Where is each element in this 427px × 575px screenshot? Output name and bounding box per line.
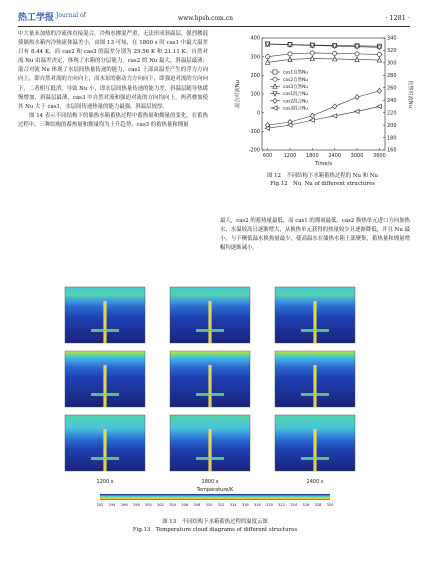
tank-panel: [65, 287, 145, 343]
y-right-tick-label: 200: [387, 122, 397, 129]
heat-exchanger-unit: [91, 393, 119, 396]
heat-exchanger-unit: [196, 329, 224, 332]
tank-panel: [170, 415, 250, 471]
y-right-tick-label: 180: [387, 135, 397, 142]
data-point: [310, 51, 314, 55]
legend-marker: [273, 77, 277, 81]
legend-label: cas1混合Nu: [283, 92, 309, 98]
heat-exchanger-tube: [103, 301, 106, 343]
heat-exchanger-tube: [103, 429, 106, 471]
y-left-tick-label: 200: [250, 73, 260, 80]
colorbar-tick-label: 300: [144, 503, 152, 507]
colorbar-tick-label: 320: [266, 503, 273, 507]
data-point: [355, 109, 360, 113]
y-right-tick-label: 240: [387, 97, 397, 104]
colorbar-tick-label: 326: [302, 503, 310, 507]
page-header: [18, 10, 410, 27]
tank-panel: [170, 351, 250, 407]
heat-exchanger-tube: [313, 365, 316, 407]
tank-panel: [275, 287, 355, 343]
y-right-tick-label: 280: [387, 73, 397, 80]
y-left-tick-label: 0: [256, 110, 260, 117]
data-point: [377, 52, 381, 56]
panel-time-label: 2400 s: [306, 479, 324, 485]
data-point: [332, 114, 337, 118]
heat-exchanger-unit: [301, 329, 329, 332]
fig12-line-chart: [230, 32, 415, 170]
legend-label: cas2混合Nu: [283, 99, 309, 105]
series-3: [265, 56, 381, 64]
heat-exchanger-unit: [301, 457, 329, 460]
series-line: [268, 59, 380, 63]
series-2: [265, 51, 381, 59]
legend-marker: [273, 98, 277, 103]
x-tick-label: 1800: [305, 153, 319, 159]
heat-exchanger-unit: [91, 457, 119, 460]
tank-panel: [275, 415, 355, 471]
colorbar-tick-label: 308: [193, 503, 201, 507]
y-left-axis-label: 混合对流Nu: [235, 80, 241, 108]
x-tick-label: 600: [262, 153, 273, 159]
heat-exchanger-unit: [196, 457, 224, 460]
data-point: [288, 52, 292, 56]
legend-label: cas1自然Nu: [283, 70, 309, 76]
journal-logo: 热工学报: [18, 13, 55, 23]
colorbar-tick-label: 304: [169, 503, 177, 507]
heat-exchanger-tube: [208, 301, 211, 343]
colorbar-tick-label: 310: [205, 503, 213, 507]
panel-time-label: 1200 s: [96, 479, 114, 485]
data-point: [265, 55, 269, 59]
page-number: · 1281 ·: [385, 14, 410, 22]
data-point: [333, 51, 337, 55]
data-point: [310, 118, 315, 122]
y-left-tick-label: -200: [248, 147, 260, 154]
legend-label: cas3混合Nu: [283, 106, 309, 112]
colorbar-tick-label: 306: [181, 503, 189, 507]
fig13-temperature-cloud: [40, 283, 390, 515]
colorbar-tick-label: 322: [278, 503, 286, 507]
y-right-tick-label: 160: [387, 147, 397, 154]
legend-marker: [273, 106, 278, 110]
x-tick-label: 1200: [283, 153, 297, 159]
y-left-tick-label: 300: [250, 54, 260, 61]
y-right-tick-label: 320: [387, 48, 397, 55]
heat-exchanger-unit: [91, 329, 119, 332]
right-column-text: [220, 217, 410, 253]
data-point: [377, 104, 382, 108]
colorbar-tick-label: 318: [253, 503, 261, 507]
fig12-caption-cn: 图 12 不同结构下水箱蓄热过程的 Nu 和 Nu: [267, 173, 378, 179]
colorbar-tick-label: 302: [157, 503, 164, 507]
x-tick-label: 3000: [350, 153, 364, 159]
journal-logo-subtitle: Journal of: [56, 12, 86, 19]
tank-panel: [65, 415, 145, 471]
data-point: [333, 104, 337, 109]
data-point: [310, 113, 314, 118]
left-column-text: [18, 30, 208, 130]
data-point: [377, 88, 381, 93]
series-1: [265, 42, 381, 48]
colorbar-tick-label: 292: [96, 503, 104, 507]
paragraph: 图 14 表示不同结构下的储热水箱蓄热过程中蓄热量和㶲量的变化。在蓄热过程中，三种结构的蓄热量和㶲量均为上升趋势，cas3 的蓄热量和㶲量: [18, 112, 208, 128]
tank-panel: [170, 287, 250, 343]
tank-panel: [275, 351, 355, 407]
fig12-caption: [225, 172, 420, 188]
fig13-caption: [40, 518, 390, 534]
heat-exchanger-tube: [208, 429, 211, 471]
y-left-tick-label: 400: [250, 35, 260, 42]
legend-label: cas3自然Nu: [283, 85, 309, 90]
data-point: [355, 52, 359, 56]
colorbar-tick-label: 298: [132, 503, 140, 507]
legend-marker: [273, 70, 277, 74]
heat-exchanger-tube: [313, 429, 316, 471]
heat-exchanger-tube: [103, 365, 106, 407]
paragraph: 最大，cas2 的蓄热量最低，而 cas1 的㶲量最低。cas2 换热单元进口方向加热水，水温较高且逐渐增大，从换热单元获得的热量较少且逐渐降低，并且 Nu 最小，与下侧低温水换热量最少，使高温水在储热水箱上部聚集，蓄热量和㶲量增幅均逐渐减小。: [220, 218, 410, 252]
data-point: [355, 95, 359, 100]
colorbar-tick-label: 328: [314, 503, 322, 507]
heat-exchanger-tube: [313, 301, 316, 343]
paragraph: 中大量未加热的冷流体直接混合，冷热水掺混严重，无法形成斜温层，强烈掺混使储热水箱内冷热流体温差小，由图 13 可知，在 1800 s 时 cas1 中最大温差只有 8.44 K，而 cas2 和 cas3 的温差分别为 29.56 K 和 21.11 K。自然对流 Nu 由温差决定，体现了水箱的分层能力，cas2 的 Nu 最大，斜温层最薄；混合对流 Nu 体现了水层间热量传递的能力，cas1 上部由温差产生的浮力方向向上，即自然对流的方向向上，而水泵的驱动力方向向下，即强迫对流的方向向下，二者相互抵消，导致 Nu 小，即水层间热量传递的能力差，斜温层随导热缓慢增加，斜温层最薄，cas3 中自然对流和强迫对流的方向均向上，两者叠加使其 Nu 大于 cas1，水层间传递热量的能力最强，斜温层较厚。: [18, 31, 208, 110]
fig13-caption-en: Fig.13 Temperature cloud diagrams of different structures: [132, 527, 298, 533]
colorbar: [100, 494, 330, 500]
x-tick-label: 3600: [373, 153, 386, 159]
heat-exchanger-tube: [208, 365, 211, 407]
colorbar-tick-label: 296: [120, 503, 128, 507]
fig13-caption-cn: 图 13 不同结构下水箱蓄热过程的温度云图: [162, 519, 268, 525]
y-left-tick-label: -100: [248, 129, 260, 136]
heat-exchanger-unit: [301, 393, 329, 396]
x-tick-label: 2400: [328, 153, 342, 159]
colorbar-tick-label: 324: [290, 503, 298, 507]
y-right-tick-label: 220: [387, 110, 397, 117]
journal-url[interactable]: www.hpsh.com.cn: [178, 15, 233, 22]
heat-exchanger-unit: [196, 393, 224, 396]
colorbar-tick-label: 316: [241, 503, 249, 507]
legend-label: cas2自然Nu: [283, 77, 309, 83]
colorbar-tick-label: 314: [229, 503, 237, 507]
y-left-tick-label: 100: [250, 91, 260, 98]
x-axis-label: Time/s: [314, 161, 333, 167]
colorbar-title: Temperature/K: [196, 487, 234, 493]
colorbar-tick-label: 312: [217, 503, 225, 507]
y-right-tick-label: 300: [387, 60, 397, 67]
colorbar-tick-label: 330: [326, 503, 334, 507]
y-right-tick-label: 260: [387, 85, 397, 92]
series-line: [268, 53, 380, 57]
colorbar-tick-label: 294: [108, 503, 116, 507]
y-right-axis-label: 自然对流Nu: [407, 80, 413, 108]
fig12-caption-en: Fig.12 Nu, Nu of different structures: [270, 181, 375, 187]
tank-panel: [65, 351, 145, 407]
y-right-tick-label: 340: [387, 35, 397, 42]
panel-time-label: 1800 s: [201, 479, 219, 485]
